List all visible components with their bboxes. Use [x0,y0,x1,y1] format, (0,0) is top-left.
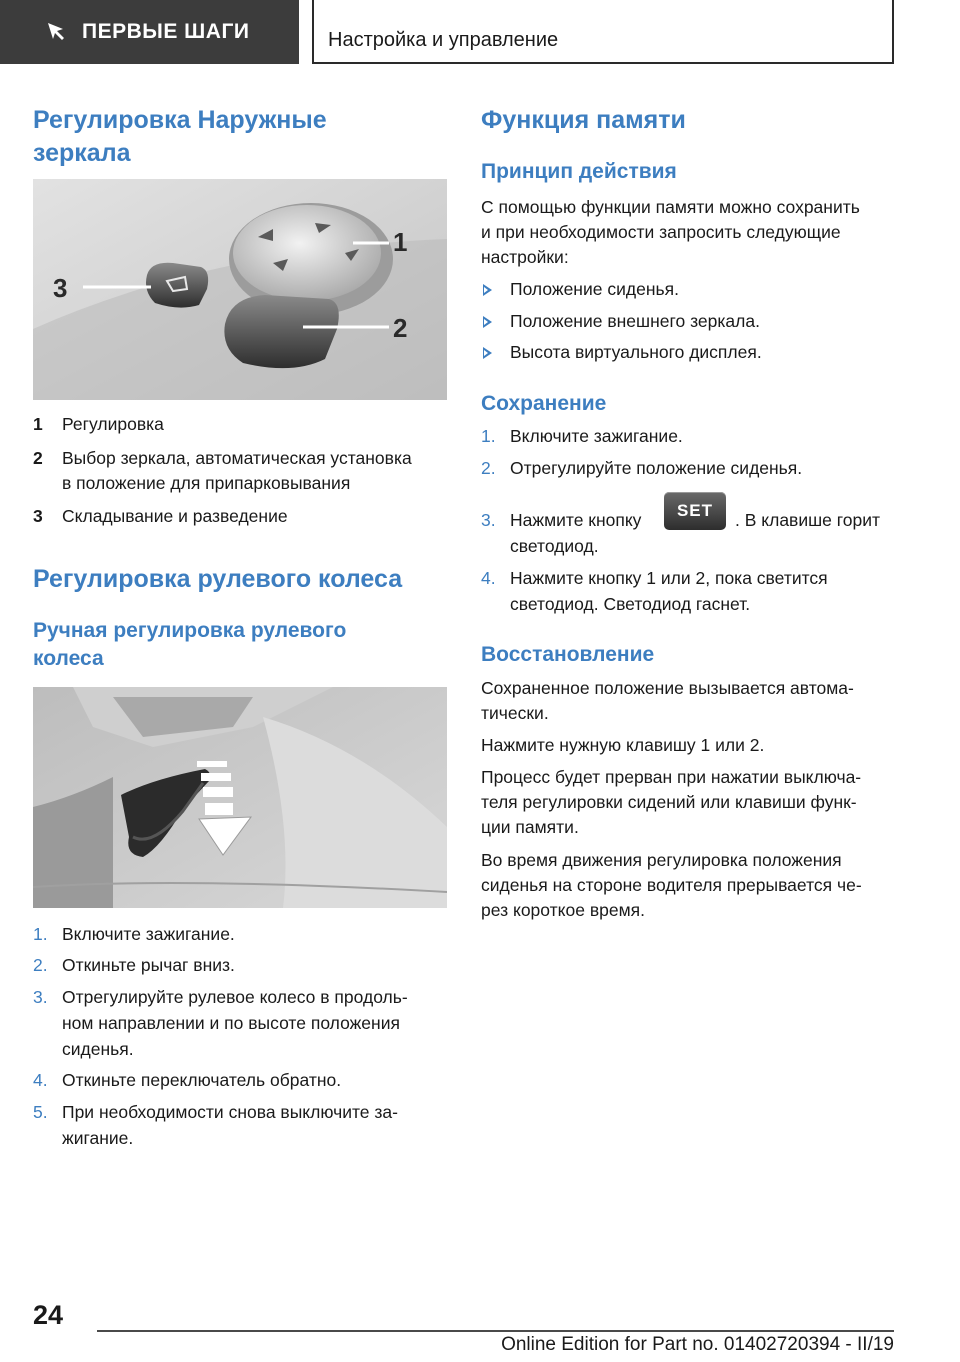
step-number: 5. [33,1102,48,1122]
steering-subheading-line2: колеса [33,647,104,670]
restore-line: теля регулировки сидений или клавиши функ- [481,792,857,812]
mirrors-heading-line1: Регулировка Наружные [33,106,327,134]
step-text: Включите зажигание. [510,426,683,446]
step-text: Отрегулируйте рулевое колесо в продоль- [62,987,408,1007]
set-button[interactable]: SET [664,492,726,530]
restore-line: ции памяти. [481,817,579,837]
step-text: Включите зажигание. [62,924,235,944]
callout-2: 2 [393,313,408,343]
road-start-icon [42,19,68,45]
bullet-text: Положение внешнего зеркала. [510,311,760,331]
legend-text: Регулировка [62,414,164,434]
restore-line: Процесс будет прерван при нажатии выключа- [481,767,862,787]
restore-line: тически. [481,703,549,723]
chapter-title: Настройка и управление [328,29,559,51]
principle-heading: Принцип действия [481,160,677,183]
step-text: Нажмите кнопку 1 или 2, пока светится [510,568,828,588]
legend-number: 2 [33,448,43,468]
restore-line: рез короткое время. [481,900,645,920]
principle-paragraph [481,195,921,270]
legend-number: 3 [33,506,43,526]
step-text: Нажмите кнопку [510,510,642,530]
callout-3: 3 [53,273,68,303]
legend-number: 1 [33,414,43,434]
section-tab[interactable] [0,0,299,64]
footer-divider [97,1330,894,1332]
legend-text: Выбор зеркала, автоматическая установка [62,448,412,468]
mirrors-heading [33,104,327,170]
step-number: 1. [481,426,496,446]
step-number: 2. [481,458,496,478]
step-text: светодиод. Светодиод гаснет. [510,594,751,614]
restore-heading: Восстановление [481,643,655,666]
bullet-text: Положение сиденья. [510,279,679,299]
restore-paragraph [481,676,921,726]
steering-subheading-line1: Ручная регулировка рулевого [33,619,347,642]
step-number: 3. [33,987,48,1007]
step-text: ном направлении и по высоте положения [62,1013,400,1033]
step-text: Отрегулируйте положение сиденья. [510,458,803,478]
callout-1: 1 [393,227,408,257]
step-text: Откиньте рычаг вниз. [62,955,235,975]
step-text: При необходимости снова выключите за- [62,1102,398,1122]
mirrors-heading-line2: зеркала [33,139,131,167]
legend-text: Складывание и разведение [62,506,288,526]
bullet-triangle-icon [483,316,492,328]
bullet-triangle-icon [483,284,492,296]
restore-paragraph [481,848,921,923]
step-number: 2. [33,955,48,975]
legend-text: в положение для припарковывания [62,473,351,493]
step-text: . В клавише горит [735,510,881,530]
principle-line: С помощью функции памяти можно сохранить [481,197,860,217]
edition-note: Online Edition for Part no. 01402720394 - II/19 [501,1334,894,1355]
restore-line: сиденья на стороне водителя прерывается че- [481,875,862,895]
mirror-switch-image [33,179,447,400]
steering-heading: Регулировка рулевого колеса [33,565,403,593]
restore-paragraph [481,733,921,758]
restore-line: Во время движения регулировка положения [481,850,842,870]
step-text: Откиньте переключатель обратно. [62,1070,342,1090]
save-heading: Сохранение [481,392,607,415]
step-number: 4. [481,568,496,588]
chapter-header [312,0,894,64]
restore-line: Сохраненное положение вызывается автома- [481,678,854,698]
memory-heading: Функция памяти [481,106,686,134]
step-number: 4. [33,1070,48,1090]
step-text: жигание. [62,1128,134,1148]
bullet-text: Высота виртуального дисплея. [510,342,762,362]
bullet-triangle-icon [483,347,492,359]
principle-line: и при необходимости запросить следующие [481,222,841,242]
principle-line: настройки: [481,247,569,267]
restore-line: Нажмите нужную клавишу 1 или 2. [481,735,765,755]
step-number: 1. [33,924,48,944]
step-text: сиденья. [62,1039,134,1059]
steering-subheading [33,617,346,673]
section-tab-label: ПЕРВЫЕ ШАГИ [82,20,250,43]
step-text: светодиод. [510,536,599,556]
page-number: 24 [33,1300,64,1330]
steering-lever-image [33,687,447,908]
restore-paragraph [481,765,921,840]
step-number: 3. [481,510,496,530]
